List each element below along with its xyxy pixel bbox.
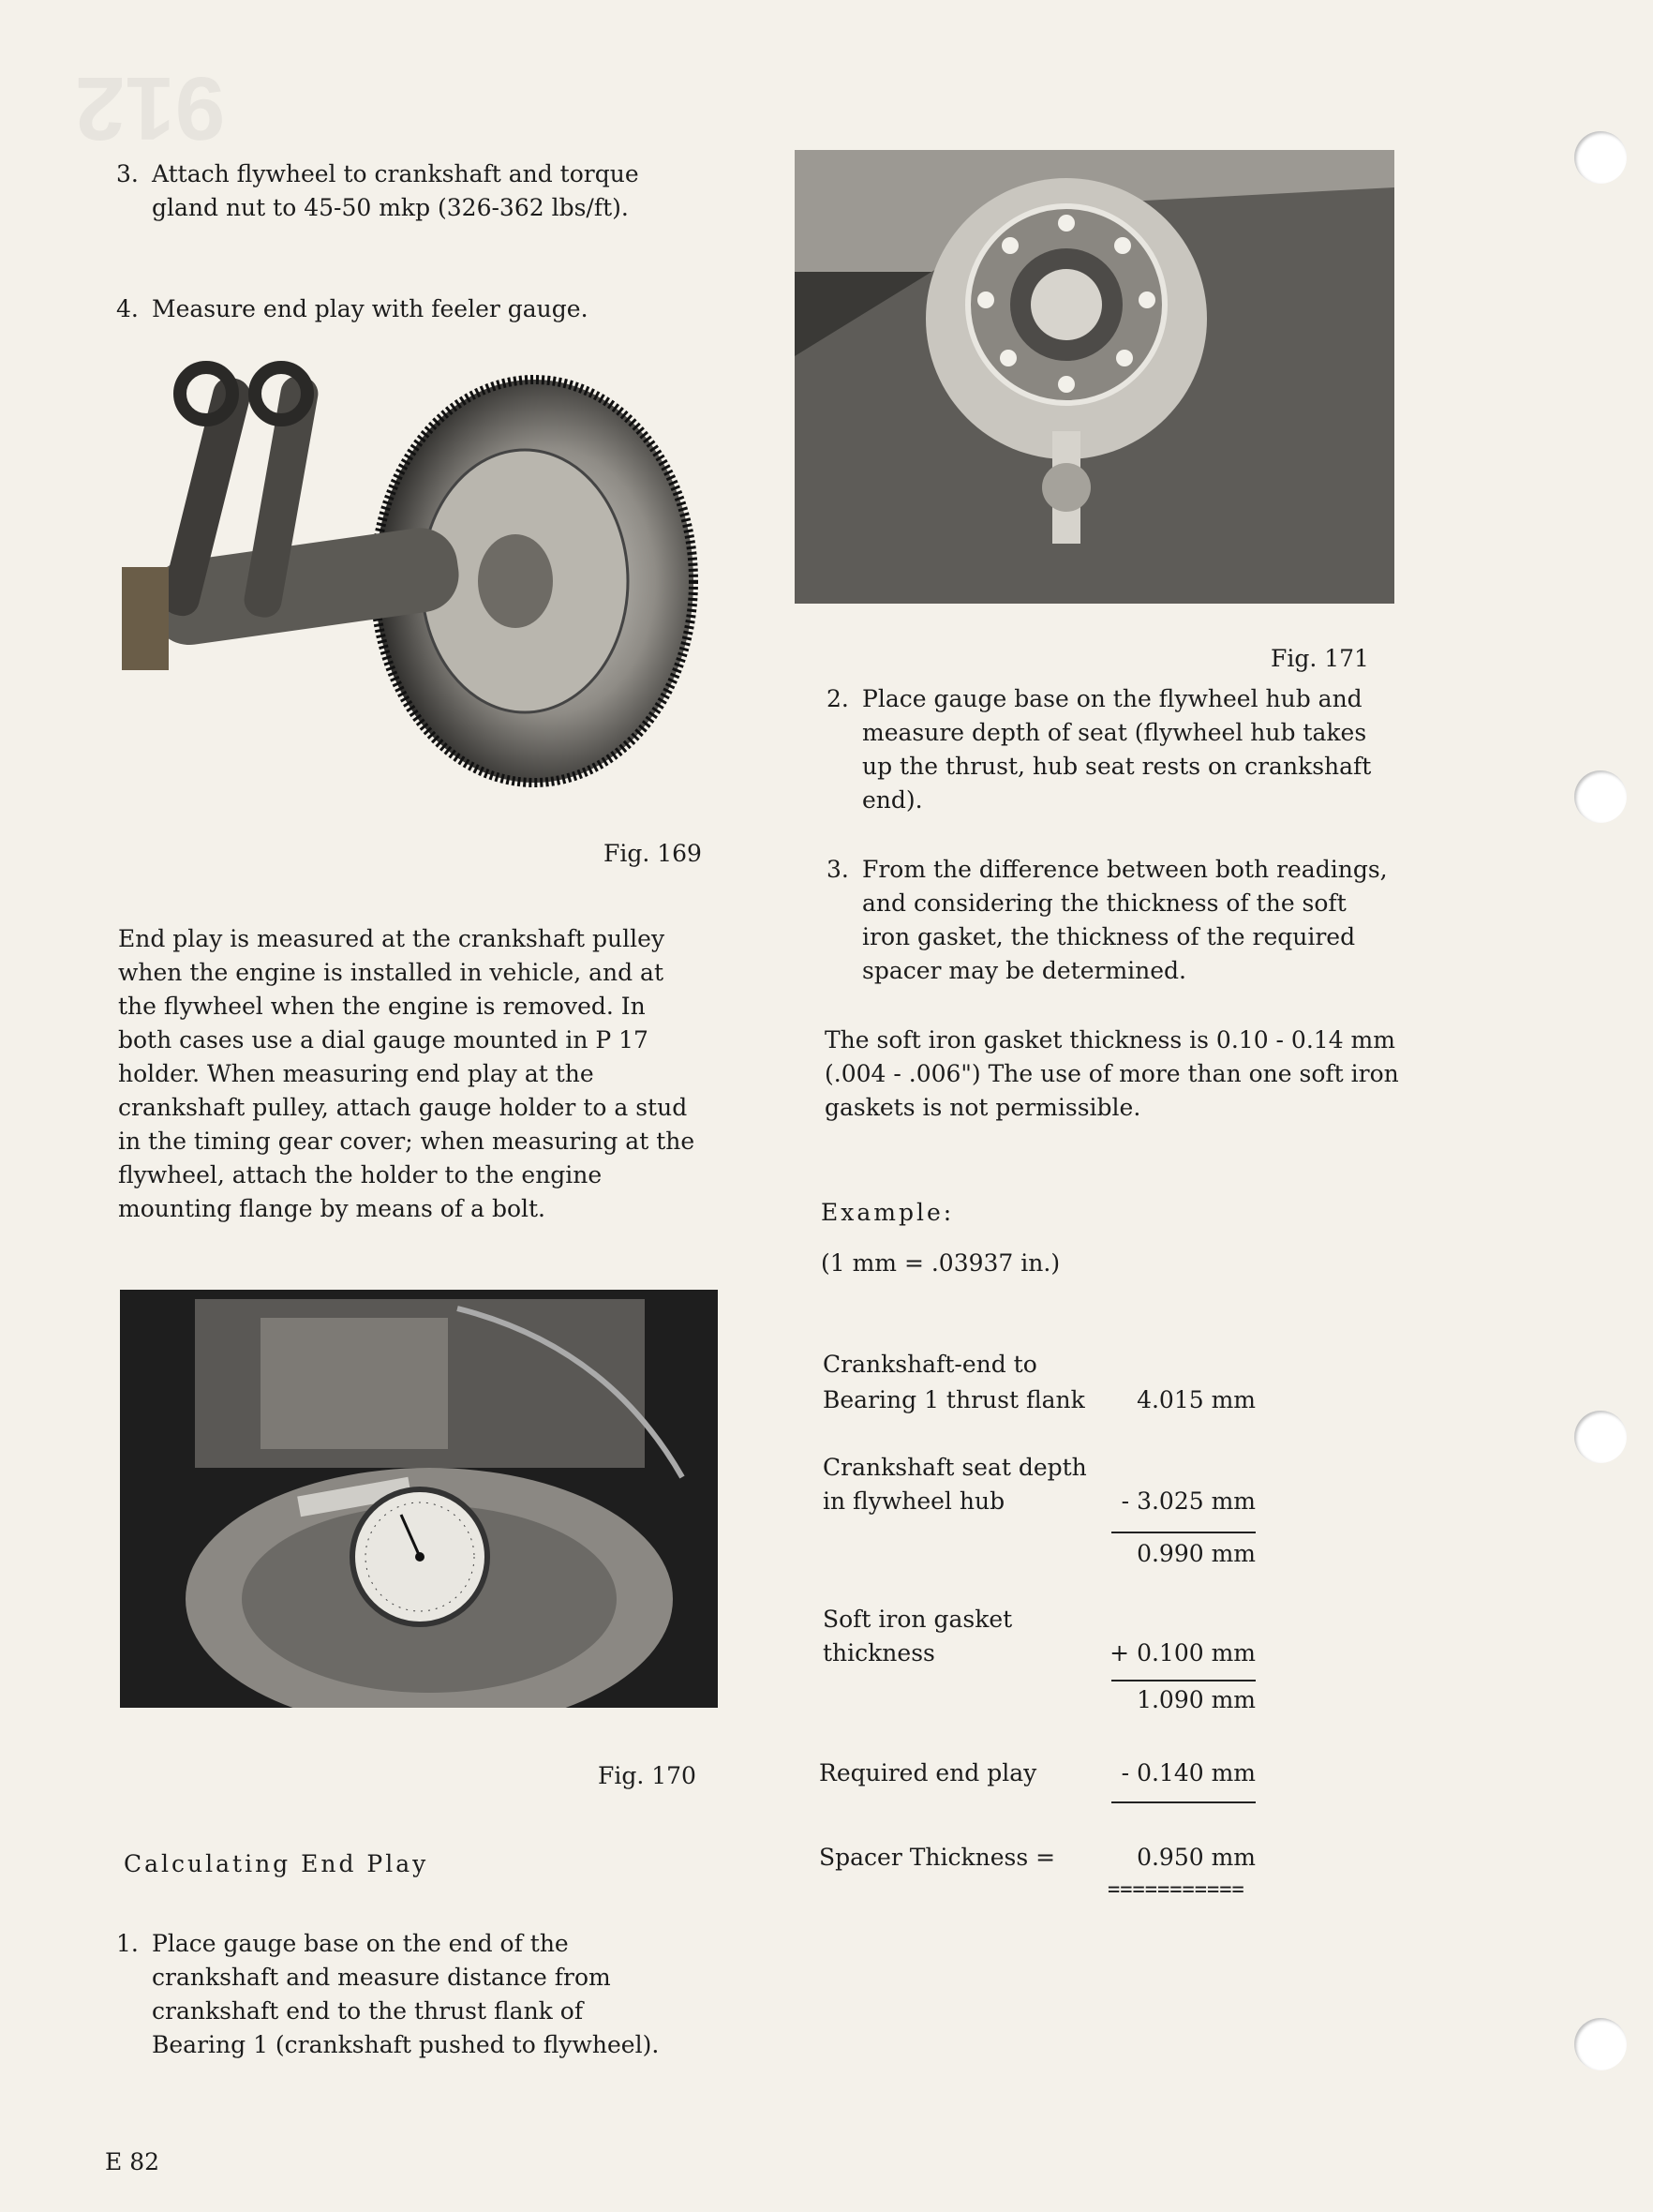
subtotal-1: 0.990 mm (1137, 1540, 1256, 1567)
row-1-label-line-2: Bearing 1 thrust flank (823, 1386, 1085, 1413)
row-3-label-line-2: thickness (823, 1639, 935, 1666)
left-step-4-text: Measure end play with feeler gauge. (152, 295, 588, 322)
double-rule: =========== (1108, 1878, 1244, 1902)
calc-step-1-text: Place gauge base on the end of the crankshaft and measure distance from crankshaft end to the thrust flank of Bearing 1 (crankshaft pushed to flywheel). (152, 1930, 660, 2058)
subtotal-2: 1.090 mm (1137, 1686, 1256, 1713)
fig-171-image (795, 150, 1394, 604)
right-step-3-text: From the difference between both readings, and considering the thickness of the soft iron gasket, the thickness of the required spacer may be determined. (862, 856, 1388, 984)
row-4-label: Required end play (819, 1759, 1037, 1786)
row-1-value: 4.015 mm (1137, 1386, 1256, 1413)
left-paragraph: End play is measured at the crankshaft pulley when the engine is installed in vehicle, and at the flywheel when the engine is removed. In both cases use a dial gauge mounted in P 17 holder. When measuring end play at the crankshaft pulley, attach gauge holder to a stud in the timing gear cover; when measuring at the flywheel, attach the holder to the engine mounting flange by means of a bolt. (118, 925, 695, 1222)
fig-169-image (122, 356, 703, 797)
subtotal-rule-1 (1111, 1532, 1256, 1533)
calculating-end-play-heading: Calculating End Play (124, 1850, 429, 1877)
right-step-2-text: Place gauge base on the flywheel hub and measure depth of seat (flywheel hub takes up the thrust, hub seat rests on crankshaft end). (862, 685, 1372, 814)
bleed-through-mark: 912 (75, 58, 226, 158)
subtotal-rule-3 (1111, 1801, 1256, 1803)
row-2-value: - 3.025 mm (1121, 1487, 1256, 1515)
fig-169-label: Fig. 169 (603, 840, 702, 867)
fig-170-image (120, 1290, 718, 1708)
binder-hole-3 (1574, 1411, 1627, 1463)
left-step-3-text: Attach flywheel to crankshaft and torque gland nut to 45-50 mkp (326-362 lbs/ft). (152, 160, 639, 221)
left-step-4: 4. Measure end play with feeler gauge. (116, 295, 588, 322)
right-step-2: 2. Place gauge base on the flywheel hub and measure depth of seat (flywheel hub takes up the thrust, hub seat rests on crankshaft end). (826, 685, 1372, 814)
example-title: Example: (821, 1199, 955, 1226)
row-1-label-line-1: Crankshaft-end to (823, 1351, 1037, 1378)
row-2-label-line-2: in flywheel hub (823, 1487, 1005, 1515)
subtotal-rule-2 (1111, 1680, 1256, 1681)
calc-step-1: 1. Place gauge base on the end of the crankshaft and measure distance from crankshaft end to the thrust flank of Bearing 1 (crankshaft pushed to flywheel). (116, 1930, 660, 2058)
gasket-paragraph: The soft iron gasket thickness is 0.10 - 0.14 mm (.004 - .006") The use of more than one soft iron gaskets is not permissible. (825, 1026, 1399, 1121)
row-5-value: 0.950 mm (1137, 1844, 1256, 1871)
example-conversion: (1 mm = .03937 in.) (821, 1249, 1061, 1277)
row-2-label-line-1: Crankshaft seat depth (823, 1454, 1087, 1481)
row-3-label-line-1: Soft iron gasket (823, 1606, 1013, 1633)
left-step-3: 3. Attach flywheel to crankshaft and torque gland nut to 45-50 mkp (326-362 lbs/ft). (116, 160, 639, 221)
binder-hole-1 (1574, 131, 1627, 184)
page-number: E 82 (105, 2148, 160, 2175)
fig-171-label: Fig. 171 (1271, 645, 1369, 672)
fig-170-label: Fig. 170 (598, 1762, 696, 1789)
right-step-3: 3. From the difference between both readings, and considering the thickness of the soft iron gasket, the thickness of the required spacer may be determined. (826, 856, 1388, 984)
binder-hole-2 (1574, 770, 1627, 823)
row-4-value: - 0.140 mm (1121, 1759, 1256, 1786)
binder-hole-4 (1574, 2018, 1627, 2070)
row-5-label: Spacer Thickness = (819, 1844, 1056, 1871)
row-3-value: + 0.100 mm (1109, 1639, 1256, 1666)
